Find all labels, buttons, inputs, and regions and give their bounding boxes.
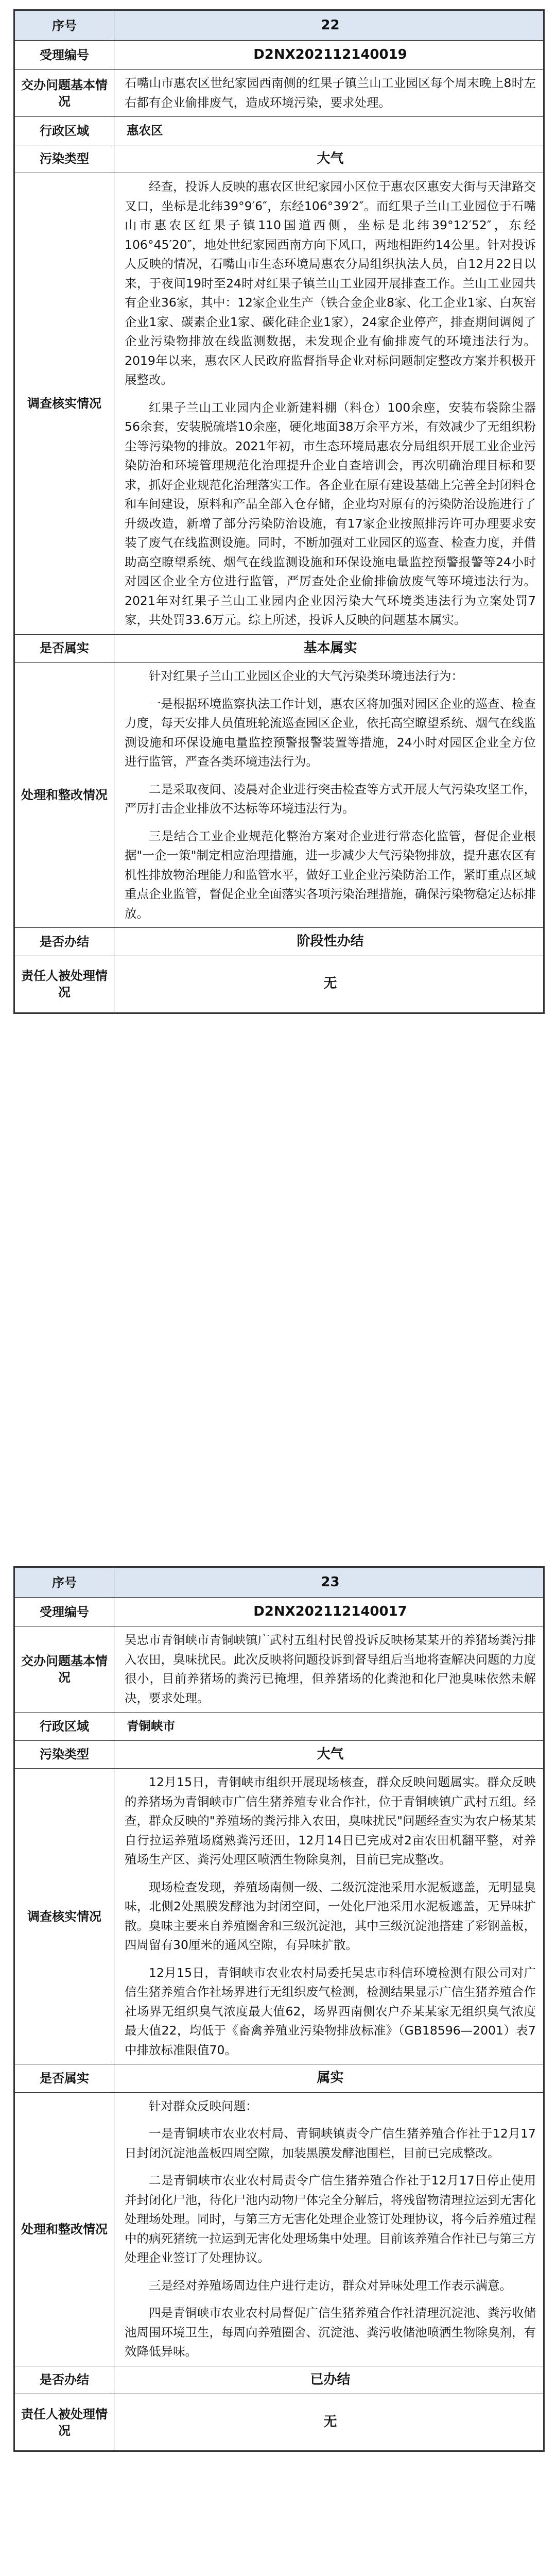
handling-paragraph: 一是根据环境监察执法工作计划，惠农区将加强对园区企业的巡查、检查力度，每天安排人员值班轮流巡查园区企业，依托高空瞭望系统、烟气在线监测设施和环保设施电量监控预警报警装置等措施，24小时对园区企业全方位进行监管，严查各类环境违法行为。 bbox=[125, 696, 536, 769]
seq-value: 22 bbox=[114, 11, 544, 41]
region-value: 惠农区 bbox=[114, 117, 544, 145]
concluded-label: 是否办结 bbox=[15, 2366, 114, 2394]
concluded-value: 已办结 bbox=[114, 2366, 544, 2394]
pollution-value: 大气 bbox=[114, 145, 544, 173]
basic-label: 交办问题基本情况 bbox=[15, 1626, 114, 1713]
verify-paragraph: 12月15日，青铜峡市农业农村局委托吴忠市科信环境检测有限公司对广信生猪养殖合作社场界进行无组织废气检测，检测结果显示广信生猪养殖合作社场界无组织臭气浓度最大值62，场界西南侧农户乔某某家无组织臭气浓度最大值22，均低于《畜禽养殖业污染物排放标准》（GB18596—2001）表7中排放标准限值70。 bbox=[125, 1965, 536, 2057]
handling-paragraph: 一是青铜峡市农业农村局、青铜峡镇责令广信生猪养殖合作社于12月17日封闭沉淀池盖板四周空隙，加装黑膜发酵池围栏，目前已完成整改。 bbox=[125, 2126, 536, 2160]
pollution-row bbox=[15, 1740, 544, 1769]
id-value: D2NX202112140017 bbox=[114, 1598, 544, 1626]
is-true-row bbox=[15, 2064, 544, 2093]
id-row bbox=[15, 41, 544, 70]
case-card bbox=[13, 1566, 545, 2452]
seq-row bbox=[15, 11, 544, 41]
pollution-row bbox=[15, 145, 544, 173]
basic-row bbox=[15, 70, 544, 117]
handling-paragraph: 二是采取夜间、凌晨对企业进行突击检查等方式开展大气污染攻坚工作，严厉打击企业排放不达标等环境违法行为。 bbox=[125, 782, 536, 816]
pollution-value: 大气 bbox=[114, 1740, 544, 1769]
accountable-value: 无 bbox=[114, 2394, 544, 2451]
id-label: 受理编号 bbox=[15, 1598, 114, 1626]
seq-row bbox=[15, 1568, 544, 1598]
handling-label: 处理和整改情况 bbox=[15, 2092, 114, 2366]
handling-row bbox=[15, 663, 544, 928]
verify-row bbox=[15, 1769, 544, 2064]
region-label: 行政区域 bbox=[15, 1713, 114, 1741]
verify-paragraph: 现场检查发现，养殖场南侧一级、二级沉淀池采用水泥板遮盖，无明显臭味，北侧2处黑膜发酵池为封闭空间，一处化尸池采用水泥板遮盖，无异味扩散。臭味主要来自养殖圈舍和三级沉淀池，其中三级沉淀池搭建了彩钢盖板，四周留有30厘米的通风空隙，有异味扩散。 bbox=[125, 1879, 536, 1952]
id-label: 受理编号 bbox=[15, 41, 114, 70]
id-row bbox=[15, 1598, 544, 1626]
handling-value bbox=[114, 663, 544, 928]
seq-value: 23 bbox=[114, 1568, 544, 1598]
concluded-row bbox=[15, 2366, 544, 2394]
verify-value bbox=[114, 1769, 544, 2064]
region-value: 青铜峡市 bbox=[114, 1713, 544, 1741]
handling-paragraph: 针对群众反映问题： bbox=[149, 2098, 258, 2113]
is-true-label: 是否属实 bbox=[15, 2064, 114, 2093]
case-table bbox=[14, 1567, 544, 2451]
handling-row bbox=[15, 2092, 544, 2366]
verify-row bbox=[15, 173, 544, 635]
handling-value bbox=[114, 2092, 544, 2366]
verify-paragraph: 经查，投诉人反映的惠农区世纪家园小区位于惠农区惠安大街与天津路交叉口，坐标是北纬39°9′6″，东经106°39′2″。而红果子兰山工业园位于石嘴山市惠农区红果子镇110国道西侧，坐标是北纬39°12′52″，东经106°45′20″，地处世纪家园西南方向下风口，两地相距约14公里。针对投诉人反映的情况，石嘴山市生态环境局惠农分局组织执法人员，自12月22日以来，于夜间19时至24时对红果子镇兰山工业园开展排查工作。兰山工业园共有企业36家，其中：12家企业生产（铁合金企业8家、化工企业1家、白灰窑企业1家、碳素企业1家、碳化硅企业1家），24家企业停产，排查期间调阅了企业污染物排放在线监测数据，未发现企业有偷排废气的环境违法行为。2019年以来，惠农区人民政府监督指导企业对标问题制定整改方案并积极开展整改。 bbox=[125, 179, 536, 387]
case-card bbox=[13, 9, 545, 1014]
concluded-row bbox=[15, 928, 544, 956]
accountable-label: 责任人被处理情况 bbox=[15, 956, 114, 1012]
accountable-row bbox=[15, 956, 544, 1012]
case-table bbox=[14, 10, 544, 1013]
basic-row bbox=[15, 1626, 544, 1713]
is-true-value: 属实 bbox=[114, 2064, 544, 2093]
pollution-label: 污染类型 bbox=[15, 145, 114, 173]
handling-paragraph: 四是青铜峡市农业农村局督促广信生猪养殖合作社清理沉淀池、粪污收储池周围环境卫生，每周向养殖圈舍、沉淀池、粪污收储池喷洒生物除臭剂，有效降低异味。 bbox=[125, 2306, 536, 2359]
is-true-value: 基本属实 bbox=[114, 634, 544, 663]
seq-label: 序号 bbox=[15, 1568, 114, 1598]
basic-text: 石嘴山市惠农区世纪家园西南侧的红果子镇兰山工业园区每个周末晚上8时左右都有企业偷排废气，造成环境污染，要求处理。 bbox=[125, 76, 536, 110]
accountable-label: 责任人被处理情况 bbox=[15, 2394, 114, 2451]
region-label: 行政区域 bbox=[15, 117, 114, 145]
verify-paragraph: 红果子兰山工业园内企业新建料棚（料仓）100余座，安装布袋除尘器56余套，安装脱硫塔10余座，硬化地面38万余平方米，有效减少了无组织粉尘等污染物的排放。2021年初，市生态环境局惠农分局组织开展工业企业污染防治和环境管理规范化治理提升企业自查培训会，再次明确治理目标和要求，抓好企业规范化治理落实工作。各企业在原有建设基础上完善全封闭料仓和车间建设，原料和产品全部入仓存储，企业均对原有的污染防治设施进行了升级改造，新增了部分污染防治设施，有17家企业按照排污许可办理要求安装了废气在线监测设施。同时，不断加强对工业园区的巡查、检查力度，并借助高空瞭望系统、烟气在线监测设施和环保设施电量监控预警报警等24小时对园区企业全方位进行监管，严厉查处企业偷排偷放废气等环境违法行为。2021年对红果子兰山工业园内企业因污染大气环境类违法行为立案处罚7家，共处罚33.6万元。综上所述，投诉人反映的问题基本属实。 bbox=[125, 400, 536, 627]
handling-paragraph: 三是经对养殖场周边住户进行走访，群众对异味处理工作表示满意。 bbox=[149, 2278, 512, 2293]
seq-label: 序号 bbox=[15, 11, 114, 41]
basic-label: 交办问题基本情况 bbox=[15, 70, 114, 117]
id-value: D2NX202112140019 bbox=[114, 41, 544, 70]
pollution-label: 污染类型 bbox=[15, 1740, 114, 1769]
accountable-row bbox=[15, 2394, 544, 2451]
basic-value bbox=[114, 1626, 544, 1713]
accountable-value: 无 bbox=[114, 956, 544, 1012]
verify-label: 调查核实情况 bbox=[15, 173, 114, 635]
verify-value bbox=[114, 173, 544, 635]
handling-paragraph: 针对红果子兰山工业园区企业的大气污染类环境违法行为： bbox=[149, 669, 463, 683]
verify-label: 调查核实情况 bbox=[15, 1769, 114, 2064]
concluded-value: 阶段性办结 bbox=[114, 928, 544, 956]
verify-paragraph: 12月15日，青铜峡市组织开展现场核查，群众反映问题属实。群众反映的养猪场为青铜峡市广信生猪养殖专业合作社，位于青铜峡镇广武村五组。经查，群众反映的"养殖场的粪污排入农田，臭味扰民"问题经查实为农户杨某某自行拉运养殖场腐熟粪污还田，12月14日已完成对2亩农田机翻平整，对养殖场生产区、粪污处理区喷洒生物除臭剂，目前已完成整改。 bbox=[125, 1775, 536, 1867]
is-true-row bbox=[15, 634, 544, 663]
concluded-label: 是否办结 bbox=[15, 928, 114, 956]
region-row bbox=[15, 1713, 544, 1741]
basic-value bbox=[114, 70, 544, 117]
is-true-label: 是否属实 bbox=[15, 634, 114, 663]
handling-paragraph: 三是结合工业企业规范化整治方案对企业进行常态化监管，督促企业根据"一企一策"制定相应治理措施，进一步减少大气污染物排放，提升惠农区有机性排放物治理能力和监管水平，做好工业企业污染防治工作，紧盯重点区域重点企业监管，督促企业全面落实各项污染治理措施，确保污染物稳定达标排放。 bbox=[125, 828, 536, 921]
handling-label: 处理和整改情况 bbox=[15, 663, 114, 928]
region-row bbox=[15, 117, 544, 145]
basic-text: 吴忠市青铜峡市青铜峡镇广武村五组村民曾投诉反映杨某某开的养猪场粪污排入农田，臭味扰民。此次反映将问题投诉到督导组后当地将查解决问题的力度很小，目前养猪场的粪污已掩埋，但养猪场的化粪池和化尸池臭味依然未解决，要求处理。 bbox=[125, 1633, 536, 1705]
handling-paragraph: 二是青铜峡市农业农村局责令广信生猪养殖合作社于12月17日停止使用并封闭化尸池，待化尸池内动物尸体完全分解后，将残留物清理拉运到无害化处理场处理。同时，与第三方无害化处理企业签订处理协议，将今后养殖过程中的病死猪统一拉运到无害化处理场集中处理。目前该养殖合作社已与第三方处理企业签订了处理协议。 bbox=[125, 2173, 536, 2265]
